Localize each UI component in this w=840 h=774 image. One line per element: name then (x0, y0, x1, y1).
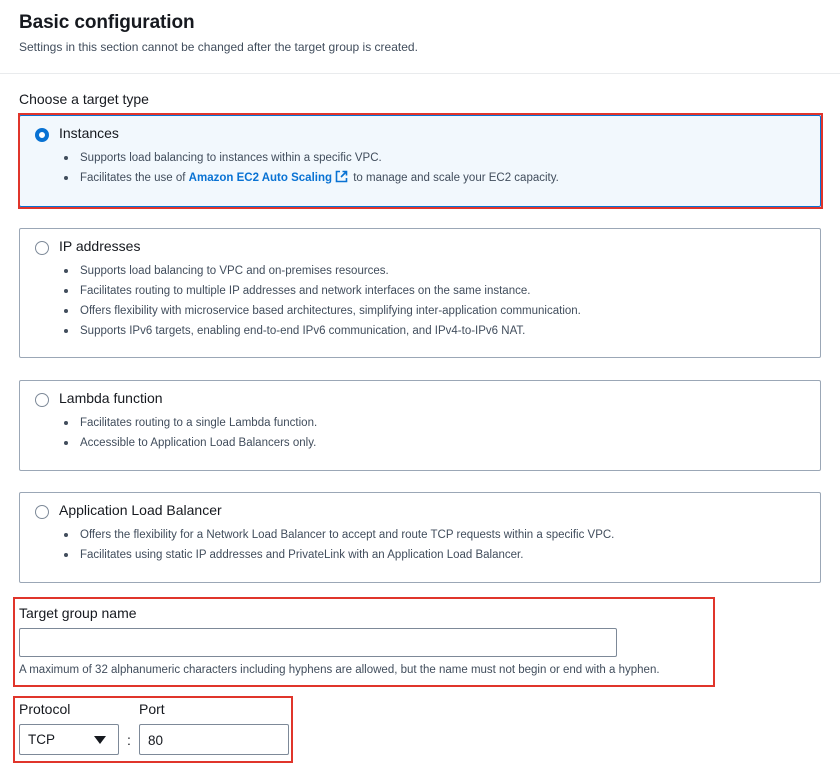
ec2-auto-scaling-link[interactable]: Amazon EC2 Auto Scaling (188, 172, 333, 184)
port-label: Port (139, 701, 165, 717)
radio-application-load-balancer[interactable] (35, 505, 49, 519)
list-item: Supports load balancing to instances within a specific VPC. (59, 148, 559, 168)
option-bullets-ip-addresses (59, 261, 581, 341)
section-title: Basic configuration (19, 12, 195, 33)
list-item: Facilitates routing to a single Lambda function. (59, 413, 317, 433)
option-title-ip-addresses: IP addresses (59, 238, 141, 254)
list-item: Offers flexibility with microservice based architectures, simplifying inter-application communication. (59, 301, 581, 321)
target-type-option-ip-addresses[interactable] (19, 228, 821, 358)
target-type-label: Choose a target type (19, 91, 149, 107)
option-title-instances: Instances (59, 125, 119, 141)
target-type-option-application-load-balancer[interactable] (19, 492, 821, 583)
protocol-label: Protocol (19, 701, 71, 717)
option-title-application-load-balancer: Application Load Balancer (59, 502, 222, 518)
list-item: Accessible to Application Load Balancers only. (59, 433, 317, 453)
protocol-port-separator: : (127, 732, 131, 748)
target-group-name-input[interactable] (19, 628, 617, 657)
target-type-option-lambda-function[interactable] (19, 380, 821, 471)
radio-ip-addresses[interactable] (35, 241, 49, 255)
protocol-select-value: TCP (28, 732, 55, 747)
option-bullets-lambda-function (59, 413, 317, 453)
port-input[interactable] (139, 724, 289, 755)
highlight-box-instances (18, 113, 823, 209)
port-input-value: 80 (148, 733, 164, 748)
list-item: Facilitates routing to multiple IP addresses and network interfaces on the same instance. (59, 281, 581, 301)
list-item: Supports load balancing to VPC and on-premises resources. (59, 261, 581, 281)
option-title-lambda-function: Lambda function (59, 390, 163, 406)
target-group-name-label: Target group name (19, 605, 137, 621)
section-description: Settings in this section cannot be changed after the target group is created. (19, 40, 418, 54)
caret-down-icon (94, 736, 106, 744)
protocol-select[interactable] (19, 724, 119, 755)
target-group-name-hint: A maximum of 32 alphanumeric characters including hyphens are allowed, but the name must not begin or end with a hyphen. (19, 664, 660, 676)
bullet-text-suffix: to manage and scale your EC2 capacity. (350, 172, 559, 184)
list-item: Offers the flexibility for a Network Load Balancer to accept and route TCP requests within a specific VPC. (59, 525, 614, 545)
radio-lambda-function[interactable] (35, 393, 49, 407)
option-bullets-application-load-balancer (59, 525, 614, 565)
section-header (0, 0, 840, 74)
list-item: Facilitates using static IP addresses and PrivateLink with an Application Load Balancer. (59, 545, 614, 565)
bullet-text-prefix: Facilitates the use of (80, 172, 189, 184)
list-item: Supports IPv6 targets, enabling end-to-end IPv6 communication, and IPv4-to-IPv6 NAT. (59, 321, 581, 341)
